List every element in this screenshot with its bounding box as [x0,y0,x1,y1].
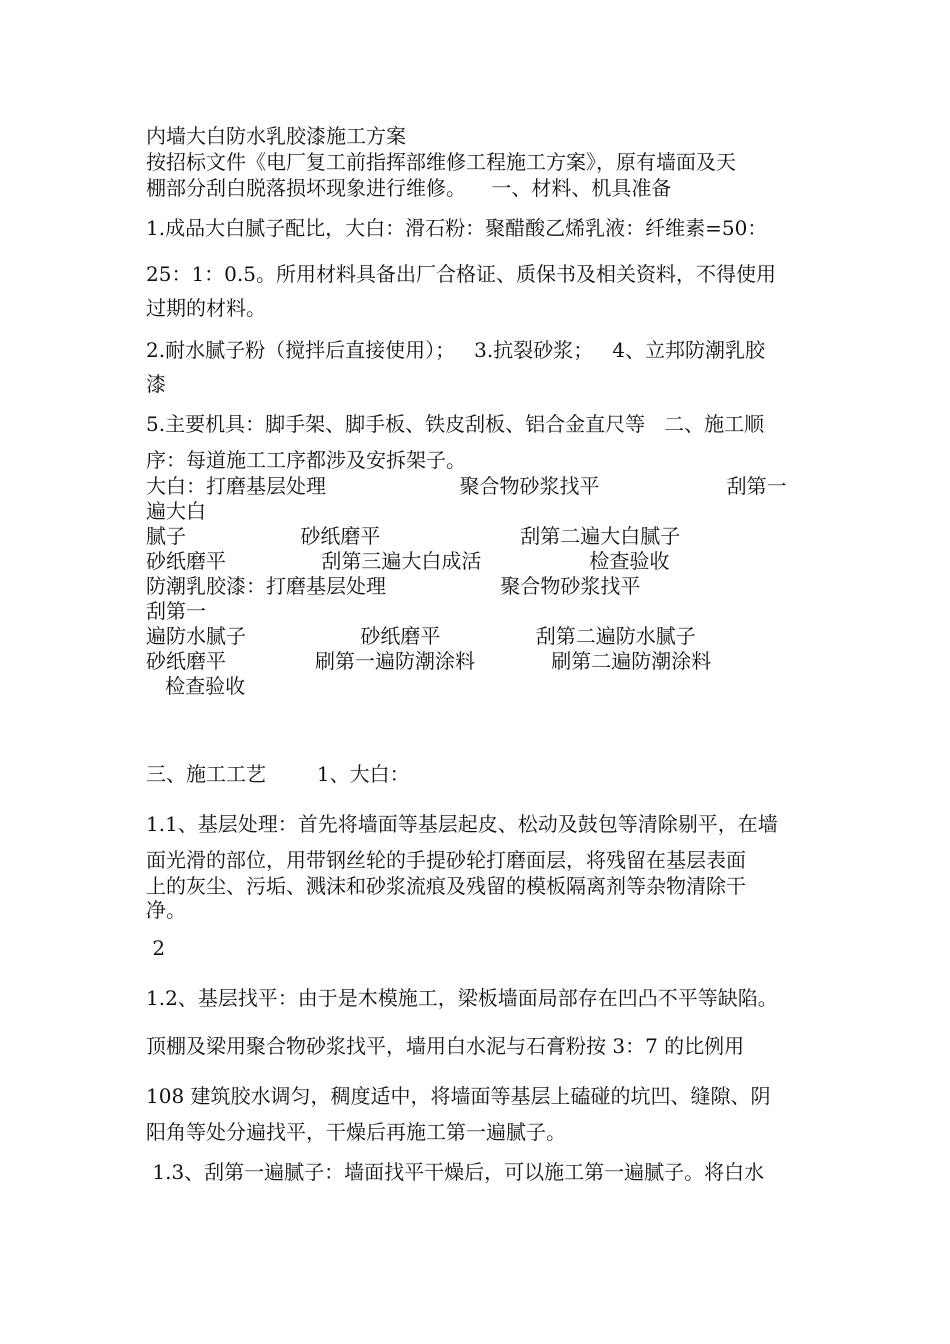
page-number: 2 [146,936,166,960]
materials-line: 1.成品大白腻子配比，大白：滑石粉：聚醋酸乙烯乳液：纤维素=50： [146,216,768,240]
sequence-line: 大白：打磨基层处理 聚合物砂浆找平 刮第一 [146,474,787,498]
craft-line: 净。 [146,898,186,922]
intro-line: 棚部分刮白脱落损坏现象进行维修。 一、材料、机具准备 [146,176,672,200]
sequence-line: 防潮乳胶漆：打磨基层处理 聚合物砂浆找平 [146,574,641,598]
craft-line: 1.3、刮第一遍腻子：墙面找平干燥后，可以施工第一遍腻子。将白水 [146,1160,765,1184]
craft-line: 阳角等处分遍找平，干燥后再施工第一遍腻子。 [146,1120,566,1144]
materials-line: 2.耐水腻子粉（搅拌后直接使用）； 3.抗裂砂浆； 4、立邦防潮乳胶 [146,338,766,362]
sequence-line: 砂纸磨平 刮第三遍大白成活 检查验收 [146,549,670,573]
sequence-line: 刮第一 [146,599,206,623]
materials-line: 序：每道施工工序都涉及安拆架子。 [146,448,466,472]
craft-line: 1.1、基层处理：首先将墙面等基层起皮、松动及鼓包等清除剔平，在墙 [146,812,778,836]
craft-line: 顶棚及梁用聚合物砂浆找平，墙用白水泥与石膏粉按 3：7 的比例用 [146,1034,745,1058]
craft-line: 面光滑的部位，用带钢丝轮的手提砂轮打磨面层，将残留在基层表面 [146,848,746,872]
sequence-line: 腻子 砂纸磨平 刮第二遍大白腻子 [146,524,681,548]
craft-line: 108 建筑胶水调匀，稠度适中，将墙面等基层上磕碰的坑凹、缝隙、阴 [146,1084,771,1108]
craft-line: 上的灰尘、污垢、溅沫和砂浆流痕及残留的模板隔离剂等杂物清除干 [146,874,746,898]
intro-line: 按招标文件《电厂复工前指挥部维修工程施工方案》，原有墙面及天 [146,150,736,174]
materials-line: 过期的材料。 [146,296,266,320]
sequence-line: 遍防水腻子 砂纸磨平 刮第二遍防水腻子 [146,624,696,648]
materials-line: 5.主要机具：脚手架、脚手板、铁皮刮板、铝合金直尺等 二、施工顺 [146,412,765,436]
sequence-line: 检查验收 [146,674,246,698]
craft-line: 1.2、基层找平：由于是木模施工，梁板墙面局部存在凹凸不平等缺陷。 [146,986,778,1010]
sequence-line: 遍大白 [146,499,206,523]
materials-line: 漆 [146,372,166,396]
materials-line: 25：1：0.5。所用材料具备出厂合格证、质保书及相关资料，不得使用 [146,262,776,286]
document-title: 内墙大白防水乳胶漆施工方案 [146,124,406,148]
sequence-line: 砂纸磨平 刷第一遍防潮涂料 刷第二遍防潮涂料 [146,649,712,673]
section-heading: 三、施工工艺 1、大白： [146,762,410,786]
